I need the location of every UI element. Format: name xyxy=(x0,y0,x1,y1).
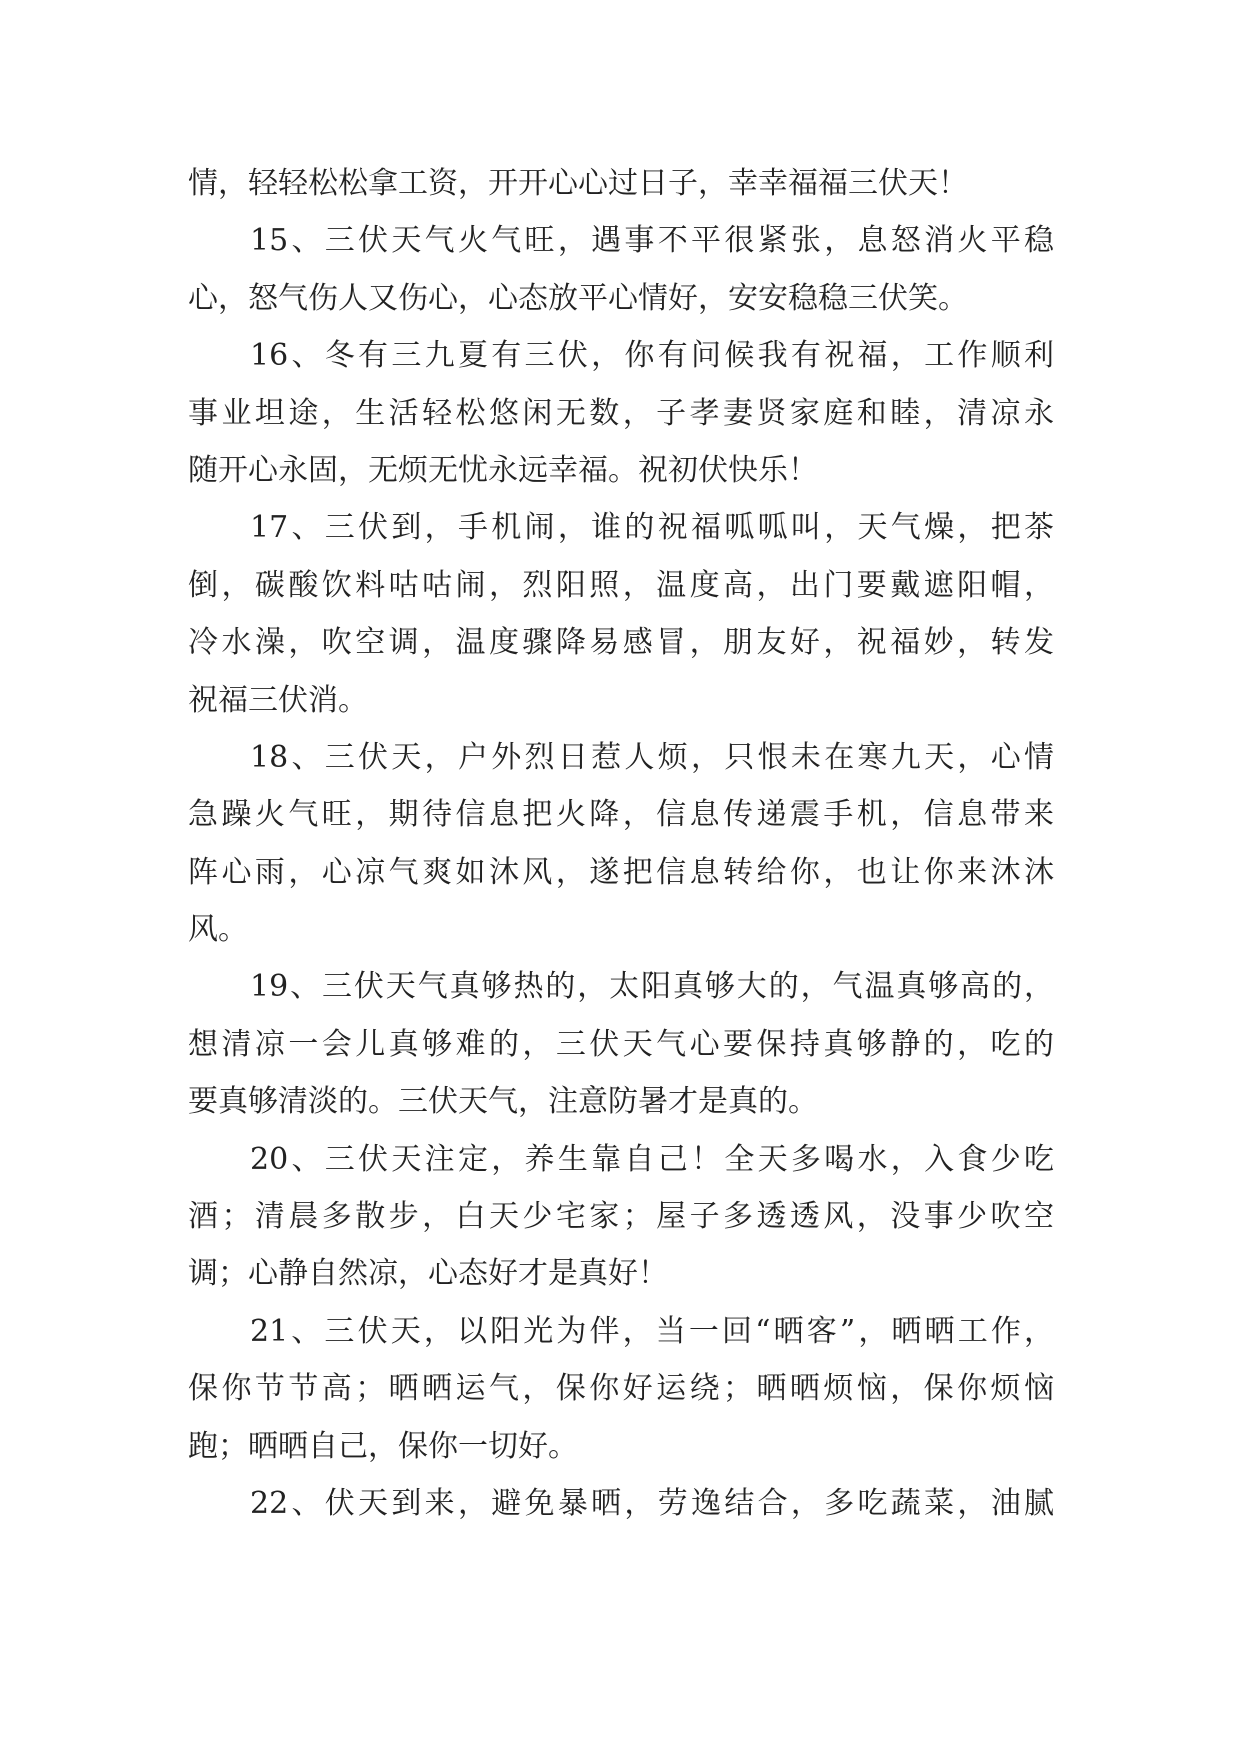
paragraph-line: 风。 xyxy=(188,912,248,948)
paragraph-first-line: 22、伏天到来，避免暴晒，劳逸结合，多吃蔬菜，油腻 xyxy=(250,1485,1054,1521)
paragraph-line: 阵心雨，心凉气爽如沐风，遂把信息转给你，也让你来沐沐 xyxy=(188,854,1054,890)
paragraph-line: 倒，碳酸饮料咕咕闹，烈阳照，温度高，出门要戴遮阳帽， xyxy=(188,567,1054,603)
paragraph-line: 急躁火气旺，期待信息把火降，信息传递震手机，信息带来 xyxy=(188,797,1054,833)
paragraph-first-line: 18、三伏天，户外烈日惹人烦，只恨未在寒九天，心情 xyxy=(250,739,1054,775)
paragraph-line: 要真够清淡的。三伏天气，注意防暑才是真的。 xyxy=(188,1084,818,1120)
paragraph-line: 事业坦途，生活轻松悠闲无数，子孝妻贤家庭和睦，清凉永 xyxy=(188,395,1054,431)
paragraph-line: 冷水澡，吹空调，温度骤降易感冒，朋友好，祝福妙，转发 xyxy=(188,625,1054,661)
paragraph-line: 酒；清晨多散步，白天少宅家；屋子多透透风，没事少吹空 xyxy=(188,1199,1054,1235)
paragraph-line: 跑；晒晒自己，保你一切好。 xyxy=(188,1428,578,1464)
paragraph-first-line: 19、三伏天气真够热的，太阳真够大的，气温真够高的， xyxy=(250,969,1054,1005)
paragraph-first-line: 16、冬有三九夏有三伏，你有问候我有祝福，工作顺利 xyxy=(250,338,1054,374)
paragraph-line: 想清凉一会儿真够难的，三伏天气心要保持真够静的，吃的 xyxy=(188,1026,1054,1062)
paragraph-line: 情，轻轻松松拿工资，开开心心过日子，幸幸福福三伏天！ xyxy=(188,166,968,201)
paragraph-line: 调；心静自然凉，心态好才是真好！ xyxy=(188,1256,668,1292)
paragraph-line: 保你节节高；晒晒运气，保你好运绕；晒晒烦恼，保你烦恼 xyxy=(188,1371,1054,1407)
paragraph-line: 祝福三伏消。 xyxy=(188,682,368,718)
paragraph-first-line: 20、三伏天注定，养生靠自己！全天多喝水，入食少吃 xyxy=(250,1141,1054,1177)
paragraph-first-line: 17、三伏到，手机闹，谁的祝福呱呱叫，天气燥，把茶 xyxy=(250,510,1054,546)
paragraph-line: 心，怒气伤人又伤心，心态放平心情好，安安稳稳三伏笑。 xyxy=(188,280,968,316)
paragraph-first-line: 15、三伏天气火气旺，遇事不平很紧张，息怒消火平稳 xyxy=(250,223,1054,259)
document-body xyxy=(188,155,1054,1532)
paragraph-line: 随开心永固，无烦无忧永远幸福。祝初伏快乐！ xyxy=(188,452,818,488)
paragraph-first-line: 21、三伏天，以阳光为伴，当一回“晒客”，晒晒工作， xyxy=(250,1313,1054,1349)
